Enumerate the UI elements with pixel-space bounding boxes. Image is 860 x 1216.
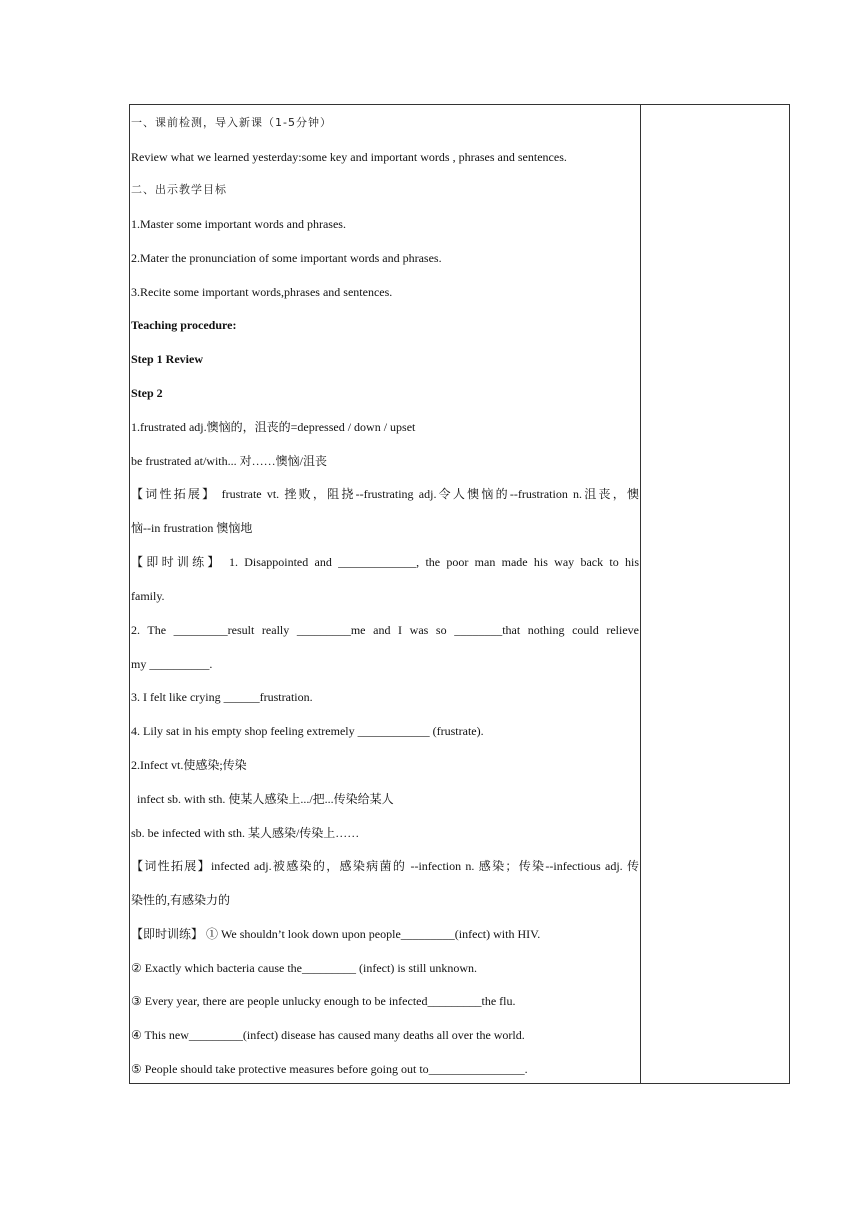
goal-2: 2.Mater the pronunciation of some important words and phrases.	[131, 251, 442, 265]
exercise-frustrate-1-line-2: family.	[131, 589, 165, 603]
goal-3: 3.Recite some important words,phrases and sentences.	[131, 285, 393, 299]
word-forms-infect-line-2: 染性的,有感染力的	[131, 893, 231, 907]
word-forms-frustrate-line-1: 【词性拓展】 frustrate vt. 挫败，阻挠--frustrating adj.令人懊恼的--frustration n.沮丧，懊	[131, 487, 639, 501]
exercise-infect-2: ② Exactly which bacteria cause the_________ (infect) is still unknown.	[131, 961, 477, 975]
word-forms-infect-line-1: 【词性拓展】infected adj.被感染的，感染病菌的 --infection n. 感染；传染--infectious adj. 传	[131, 859, 639, 873]
section-heading-teaching-goals: 二、出示教学目标	[131, 183, 227, 196]
exercise-frustrate-3: 3. I felt like crying ______frustration.	[131, 690, 313, 704]
word-infect-definition: 2.Infect vt.使感染;传染	[131, 758, 247, 772]
phrase-be-infected-with: sb. be infected with sth. 某人感染/传染上……	[131, 826, 360, 840]
exercise-infect-5: ⑤ People should take protective measures before going out to________________.	[131, 1062, 528, 1076]
step-2-heading: Step 2	[131, 386, 163, 400]
exercise-frustrate-2-line-1: 2. The _________result really _________me and I was so ________that nothing could relieve	[131, 623, 639, 637]
word-frustrated-definition: 1.frustrated adj.懊恼的，沮丧的=depressed / down / upset	[131, 420, 416, 434]
teaching-procedure-heading: Teaching procedure:	[131, 318, 237, 332]
phrase-infect-sb-with-sth: infect sb. with sth. 使某人感染上.../把...传染给某人	[137, 792, 394, 806]
exercise-infect-1: 【即时训练】 ① We shouldn’t look down upon people_________(infect) with HIV.	[131, 927, 541, 941]
lesson-table	[129, 104, 790, 1084]
step-1-heading: Step 1 Review	[131, 352, 203, 366]
exercise-frustrate-1-line-1: 【即时训练】 1. Disappointed and _____________, the poor man made his way back to his	[131, 555, 639, 569]
section-heading-pre-class-check: 一、课前检测，导入新课（1-5分钟）	[131, 116, 332, 129]
word-forms-frustrate-line-2: 恼--in frustration 懊恼地	[131, 521, 253, 535]
exercise-frustrate-4: 4. Lily sat in his empty shop feeling extremely ____________ (frustrate).	[131, 724, 484, 738]
exercise-infect-4: ④ This new_________(infect) disease has caused many deaths all over the world.	[131, 1028, 525, 1042]
goal-1: 1.Master some important words and phrases.	[131, 217, 346, 231]
review-line: Review what we learned yesterday:some key and important words , phrases and sentences.	[131, 150, 567, 164]
exercise-infect-3: ③ Every year, there are people unlucky enough to be infected_________the flu.	[131, 994, 516, 1008]
column-divider	[640, 105, 641, 1083]
phrase-be-frustrated: be frustrated at/with... 对……懊恼/沮丧	[131, 454, 327, 468]
exercise-frustrate-2-line-2: my __________.	[131, 657, 213, 671]
